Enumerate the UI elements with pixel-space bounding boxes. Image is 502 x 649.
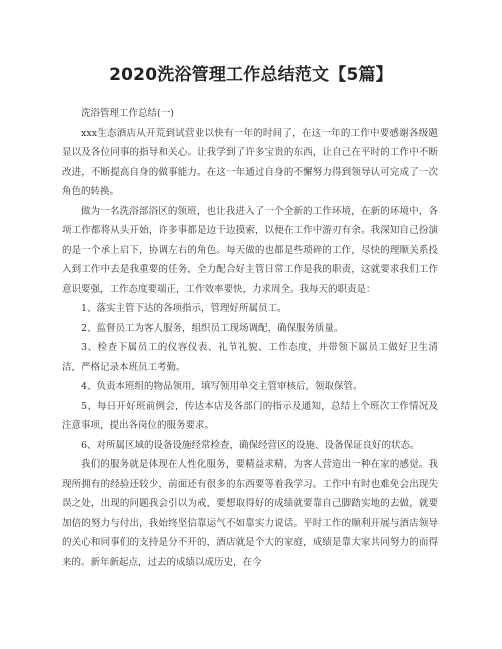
duty-list-item: 4、负责本班组的物品领用，填写领用单交主管审核后，领取保管。 xyxy=(81,381,363,392)
document-title: 2020洗浴管理工作总结范文【5篇】 xyxy=(109,65,393,85)
body-paragraph: 做为一名洗浴部浴区的领班，也让我进入了一个全新的工作环境，在新的环境中，各项工作都将从头开始，许多事都是边干边摸索，以便在工作中游刃有余。我深知自己扮演的是一个承上启下，协调左右的角色。每天做的也都是些琐碎的工作，尽快的理顺关系投入到工作中去是我重要的任务，全力配合好主管日常工作是我的职责，这就要求我们工作意识要强，工作态度要端正，工作效率要快，力求周全。我每天的职责是： xyxy=(62,205,438,295)
section-heading: 洗浴管理工作总结(一) xyxy=(81,108,174,119)
duty-list-item: 3、检查下属员工的仪容仪表、礼节礼貌、工作态度，并带领下属员工做好卫生清洁，严格记录本班员工考勤。 xyxy=(62,342,438,373)
duty-list-item: 5、每日开好班前例会，传达本店及各部门的指示及通知，总结上个班次工作情况及注意事项，提出各岗位的服务要求。 xyxy=(62,400,438,431)
body-paragraph: 我们的服务就是体现在人性化服务，要精益求精，为客人营造出一种在家的感觉。我现所拥有的经验还较少，前面还有很多的东西要等着我学习。工作中有时也难免会出现失误之处，出现的问题我会引以为戒，要想取得好的成绩就要靠自己脚踏实地的去做，就要加倍的努力与付出，我始终坚信靠运气不如靠实力说话。平时工作的顺利开展与酒店领导的关心和同事们的支持是分不开的，酒店就是个大的家庭，成绩是靠大家共同努力的而得来的。新年新起点，过去的成绩以成历史，在今 xyxy=(62,459,438,568)
document-body xyxy=(62,104,438,572)
duty-list-item: 2、监督员工为客人服务，组织员工现场调配，确保服务质量。 xyxy=(81,322,344,334)
duty-list-item: 1、落实主管下达的各项指示，管理好所属员工。 xyxy=(81,303,287,314)
body-paragraph: xxx生态酒店从开荒到试营业以快有一年的时间了，在这一年的工作中要感谢各级题显以及各位同事的指导和关心。让我学到了许多宝贵的东西，让自己在平时的工作中不断改进，不断提高自身的做事能力。在这一年通过自身的不懈努力得到领导认可完成了一次角色的转换。 xyxy=(62,127,438,197)
duty-list-item: 6、对所属区域的设备设施经常检查，确保经营区的设施、设备保证良好的状态。 xyxy=(81,439,420,451)
